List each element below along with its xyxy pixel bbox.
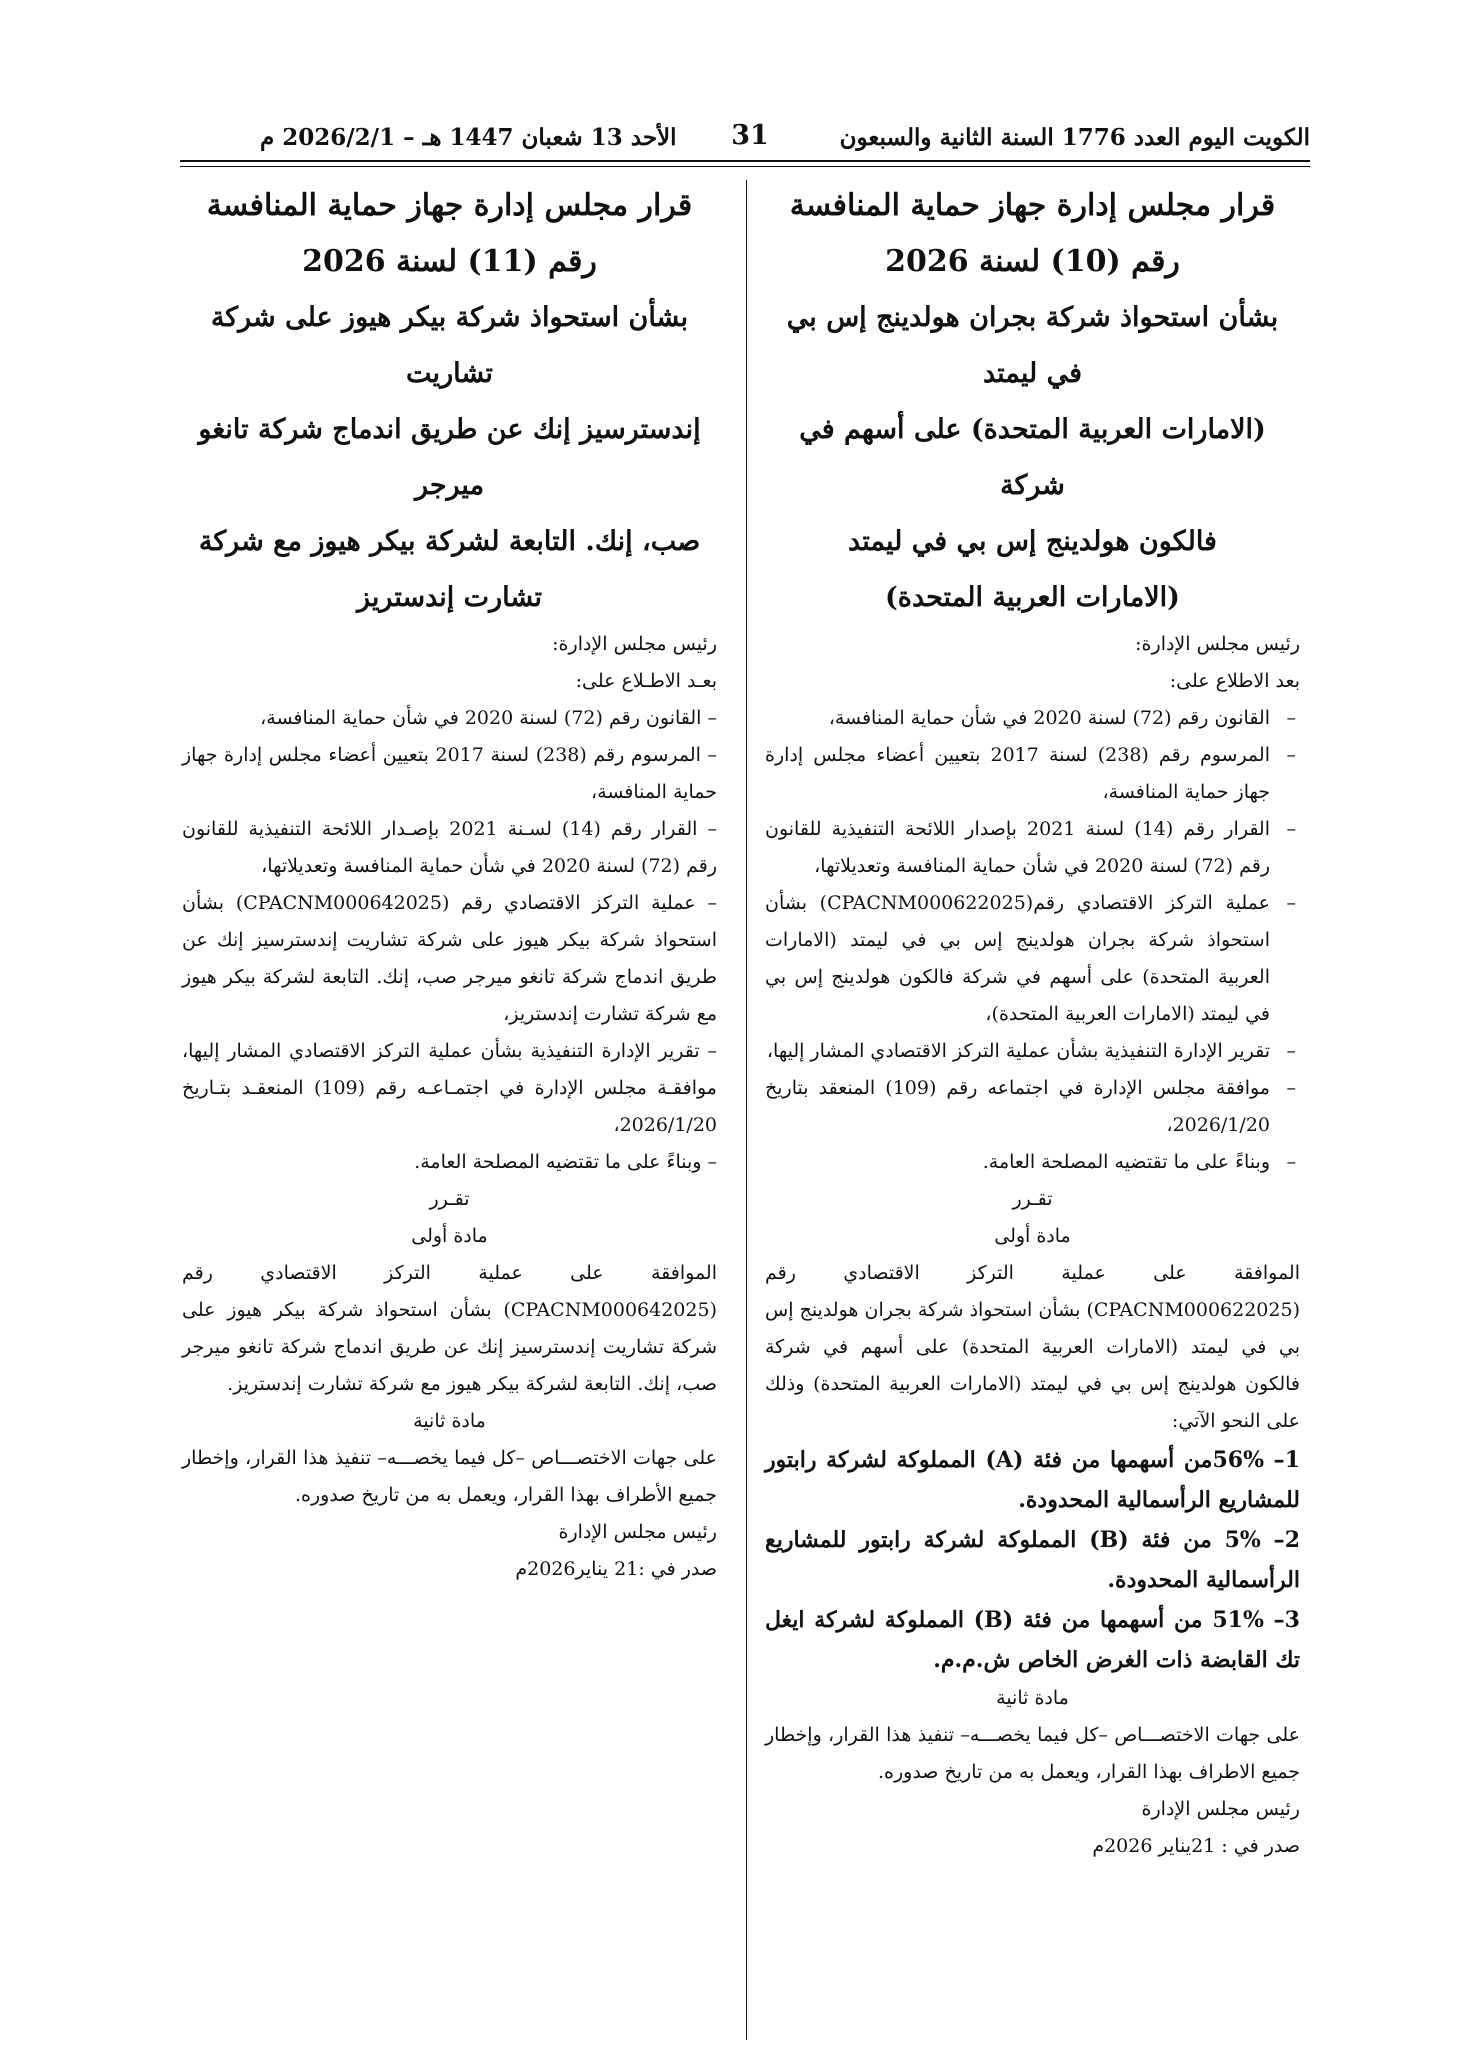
article-2-text: على جهات الاختصـــاص –كل فيما يخصـــه– تنفيذ هذا القرار، وإخطار جميع الاطراف بهذا القرار، ويعمل به من تاريخ صدوره. bbox=[765, 1724, 1300, 1783]
point-item: 1– 56%من أسهمها من فئة (A) المملوكة لشركة رابتور للمشاريع الرأسمالية المحدودة. bbox=[765, 1447, 1300, 1513]
article-2-heading: مادة ثانية bbox=[413, 1410, 486, 1432]
list-item: – المرسوم رقم (238) لسنة 2017 بتعيين أعضاء مجلس إدارة جهاز حماية المنافسة، bbox=[765, 744, 1296, 803]
decision-10-column bbox=[765, 178, 1300, 1865]
list-item: – تقرير الإدارة التنفيذية بشأن عملية التركز الاقتصادي المشار إليها، bbox=[766, 1040, 1296, 1062]
decision-11-column bbox=[182, 178, 717, 1588]
article-1-heading: مادة أولى bbox=[994, 1225, 1071, 1247]
header-rule-thin bbox=[180, 166, 1310, 167]
article-2-heading: مادة ثانية bbox=[996, 1687, 1069, 1709]
list-item: – موافقة مجلس الإدارة في اجتماعه رقم (109) المنعقد بتاريخ 2026/1/20، bbox=[765, 1077, 1296, 1136]
title-line: رقم (11) لسنة 2026 bbox=[302, 244, 597, 279]
issue-note: صدر في : 21يناير 2026م bbox=[1092, 1835, 1300, 1857]
article-1-text: الموافقة على عملية التركز الاقتصادي رقم (CPACNM000622025) بشأن استحواذ شركة بجران هولدينج إس بي في ليمتد (الامارات العربية المتحدة) على أسهم في شركة فالكون هولدينج إس بي في ليمتد (الامارات العربية المتحدة) وذلك على النحو الآتي: bbox=[765, 1262, 1300, 1432]
list-item: – القانون رقم (72) لسنة 2020 في شأن حماية المنافسة، bbox=[828, 707, 1296, 729]
intro-text: رئيس مجلس الإدارة: bbox=[1135, 633, 1300, 655]
list-item: – تقرير الإدارة التنفيذية بشأن عملية التركز الاقتصادي المشار إليها، موافقـة مجلس الإدارة في اجتمـاعـه رقم (109) المنعقـد بتـاريخ 2026/1/20، bbox=[182, 1040, 717, 1136]
issue-note: صدر في :21 يناير2026م bbox=[515, 1558, 717, 1580]
decides-heading: تقـرر bbox=[429, 1188, 470, 1210]
decision-title bbox=[765, 178, 1300, 626]
title-line: تشارت إندستريز bbox=[357, 582, 542, 613]
after-review-text: بعـد الاطـلاع على: bbox=[575, 670, 717, 692]
title-line: بشأن استحواذ شركة بيكر هيوز على شركة تشاريت bbox=[210, 302, 689, 389]
title-line: صب، إنك. التابعة لشركة بيكر هيوز مع شركة bbox=[198, 526, 701, 557]
header-rule bbox=[180, 160, 1310, 162]
article-1-text: الموافقة على عملية التركز الاقتصادي رقم (CPACNM000642025) بشأن استحواذ شركة بيكر هيوز على شركة تشاريت إندسترسيز إنك عن طريق اندماج شركة تانغو ميرجر صب، إنك. التابعة لشركة بيكر هيوز مع شركة تشارت إندستريز. bbox=[182, 1262, 717, 1395]
list-item: – وبناءً على ما تقتضيه المصلحة العامة. bbox=[414, 1151, 717, 1173]
page-header bbox=[180, 118, 1310, 158]
point-item: 3– 51% من أسهمها من فئة (B) المملوكة لشركة ايغل تك القابضة ذات الغرض الخاص ش.م.م. bbox=[765, 1607, 1300, 1673]
list-item: – القرار رقم (14) لسـنة 2021 بإصـدار اللائحة التنفيذية للقانون رقم (72) لسنة 2020 في شأن حماية المنافسة وتعديلاتها، bbox=[182, 818, 717, 877]
issue-date: الأحد 13 شعبان 1447 هـ – 2026/2/1 م bbox=[260, 124, 677, 151]
list-item: – القانون رقم (72) لسنة 2020 في شأن حماية المنافسة، bbox=[260, 707, 717, 729]
list-item: – المرسوم رقم (238) لسنة 2017 بتعيين أعضاء مجلس إدارة جهاز حماية المنافسة، bbox=[182, 744, 718, 803]
list-item: – وبناءً على ما تقتضيه المصلحة العامة. bbox=[982, 1151, 1296, 1173]
title-line: رقم (10) لسنة 2026 bbox=[885, 244, 1180, 279]
title-line: (الامارات العربية المتحدة) على أسهم في شركة bbox=[799, 414, 1266, 501]
list-item: – عملية التركز الاقتصادي رقم(CPACNM000622025) بشأن استحواذ شركة بجران هولدينج إس بي في ليمتد (الامارات العربية المتحدة) على أسهم في شركة فالكون هولدينج إس بي في ليمتد (الامارات العربية المتحدة)، bbox=[765, 892, 1296, 1025]
title-line: إندسترسيز إنك عن طريق اندماج شركة تانغو ميرجر bbox=[198, 414, 701, 501]
signature: رئيس مجلس الإدارة bbox=[558, 1521, 717, 1543]
title-line: فالكون هولدينج إس بي في ليمتد bbox=[848, 526, 1217, 557]
intro-text: رئيس مجلس الإدارة: bbox=[552, 633, 717, 655]
publication-info: الكويت اليوم العدد 1776 السنة الثانية والسبعون bbox=[839, 124, 1310, 151]
title-line: (الامارات العربية المتحدة) bbox=[885, 582, 1180, 613]
title-line: بشأن استحواذ شركة بجران هولدينج إس بي في ليمتد bbox=[786, 302, 1279, 389]
list-item: – عملية التركز الاقتصادي رقم (CPACNM000642025) بشأن استحواذ شركة بيكر هيوز على شركة تشاريت إندسترسيز إنك عن طريق اندماج شركة تانغو ميرجر صب، إنك. التابعة لشركة بيكر هيوز مع شركة تشارت إندستريز، bbox=[182, 892, 717, 1025]
article-2-text: على جهات الاختصـــاص –كل فيما يخصـــه– تنفيذ هذا القرار، وإخطار جميع الأطراف بهذا القرار، ويعمل به من تاريخ صدوره. bbox=[182, 1447, 717, 1506]
article-1-heading: مادة أولى bbox=[411, 1225, 488, 1247]
title-line: قرار مجلس إدارة جهاز حماية المنافسة bbox=[789, 188, 1276, 223]
decides-heading: تقـرر bbox=[1012, 1188, 1053, 1210]
title-line: قرار مجلس إدارة جهاز حماية المنافسة bbox=[206, 188, 693, 223]
signature: رئيس مجلس الإدارة bbox=[1141, 1798, 1300, 1820]
decision-title bbox=[182, 178, 717, 626]
column-divider bbox=[746, 180, 747, 2040]
point-item: 2– 5% من فئة (B) المملوكة لشركة رابتور للمشاريع الرأسمالية المحدودة. bbox=[765, 1527, 1300, 1593]
after-review-text: بعد الاطلاع على: bbox=[1169, 670, 1300, 692]
list-item: – القرار رقم (14) لسنة 2021 بإصدار اللائحة التنفيذية للقانون رقم (72) لسنة 2020 في شأن حماية المنافسة وتعديلاتها، bbox=[765, 818, 1296, 877]
page-number: 31 bbox=[731, 120, 769, 151]
